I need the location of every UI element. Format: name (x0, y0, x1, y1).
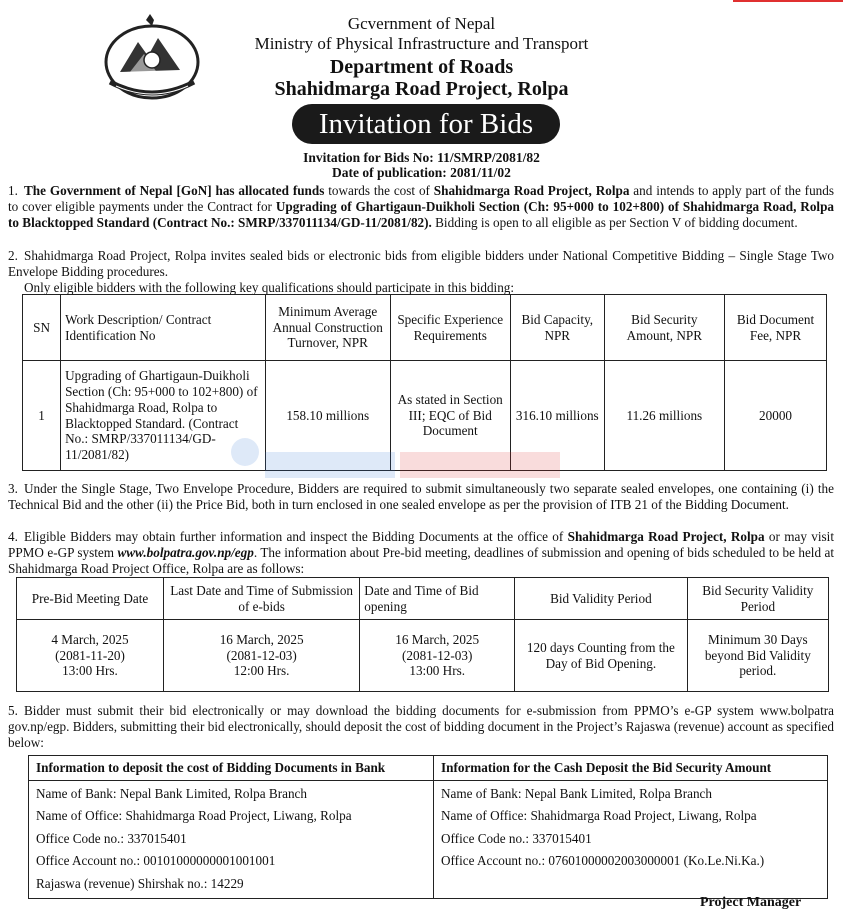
col-bid-security: Bid Security Amount, NPR (604, 295, 724, 361)
para-1-bold-c: Upgrading of Ghartigaun-Duikholi Section (Ch: 95+000 to 102+800) of Shahidmarga Road, Rolpa to Blacktopped Standard (Contract No.: SMRP/337011134/GD-11/2081/82). (8, 198, 834, 230)
table-row (17, 620, 829, 692)
left-office-account: Office Account no.: 00101000000001001001 (36, 853, 276, 869)
cell-doc-fee: 20000 (725, 361, 827, 471)
paragraph-3 (8, 481, 834, 513)
bank-right-info (434, 780, 828, 899)
para-2-number: 2. (8, 248, 18, 263)
bid-ref-number: Invitation for Bids No: 11/SMRP/2081/82 (303, 150, 540, 165)
col-opening: Date and Time of Bid opening (360, 578, 515, 620)
opening-date: 16 March, 2025 (395, 631, 480, 647)
left-office-code: Office Code no.: 337015401 (36, 830, 187, 846)
para-1-text-b: and intends to apply part of the funds to cover eligible payments under the Contract for (8, 183, 834, 214)
header-line-1: Gcvernment of Nepal (347, 14, 496, 33)
opening-time: 13:00 Hrs. (409, 663, 466, 679)
bolpatra-link[interactable]: www.bolpatra.gov.np/egp (117, 544, 254, 560)
para-1-bold-b: Shahidmarga Road Project, Rolpa (433, 183, 630, 198)
cell-submission-date (163, 620, 359, 692)
cell-prebid-date (17, 620, 164, 692)
col-bid-capacity: Bid Capacity, NPR (510, 295, 604, 361)
cell-work-description: Upgrading of Ghartigaun-Duikholi Section (Ch: 95+000 to 102+800) of Shahidmarga Road, Rolpa to Blacktopped Standard. (Contract No.: SMRP/337011134/GD-11/2081/82) (61, 361, 266, 471)
para-5-text: Bidder must submit their bid electronically or may download the bidding documents for e-submission from PPMO’s e-GP system www.bolpatra gov.np/egp. Bidders, submitting their bid electronically, should deposit the cost of bidding document in the Project’s Rajaswa (revenue) account as specified below: (8, 703, 834, 750)
right-office-code: Office Code no.: 337015401 (441, 830, 592, 846)
table-header-row (17, 578, 829, 620)
para-4-bold-a: Shahidmarga Road Project, Rolpa (567, 529, 765, 544)
col-sn: SN (23, 295, 61, 361)
signature-title: Project Manager (700, 895, 802, 910)
prebid-date: 4 March, 2025 (51, 631, 129, 647)
col-turnover: Minimum Average Annual Construction Turnover, NPR (265, 295, 390, 361)
header-line-4: Shahidmarga Road Project, Rolpa (274, 78, 569, 100)
left-bank-name: Name of Bank: Nepal Bank Limited, Rolpa Branch (36, 785, 308, 801)
table-header-row (29, 756, 828, 781)
opening-date-bs: (2081-12-03) (402, 647, 473, 663)
paragraph-4 (8, 529, 834, 577)
cell-security-validity: Minimum 30 Days beyond Bid Validity period. (687, 620, 828, 692)
cell-experience: As stated in Section III; EQC of Bid Document (390, 361, 510, 471)
para-1-text-a: towards the cost of (324, 183, 434, 198)
para-4-number: 4. (8, 529, 18, 544)
para-1-number: 1. (8, 183, 18, 198)
para-4-text-a: Eligible Bidders may obtain further information and inspect the Bidding Documents at the office of (24, 529, 568, 544)
table-row (29, 780, 828, 899)
paragraph-1 (8, 183, 834, 231)
cell-bid-security: 11.26 millions (604, 361, 724, 471)
paragraph-2 (8, 248, 834, 296)
col-experience: Specific Experience Requirements (390, 295, 510, 361)
para-5-number: 5. (8, 703, 18, 718)
col-prebid: Pre-Bid Meeting Date (17, 578, 164, 620)
submission-time: 12:00 Hrs. (233, 663, 290, 679)
right-office-name: Name of Office: Shahidmarga Road Project, Liwang, Rolpa (441, 808, 757, 824)
col-work-description: Work Description/ Contract Identification No (61, 295, 266, 361)
publication-date: Date of publication: 2081/11/02 (332, 165, 511, 180)
col-validity: Bid Validity Period (515, 578, 688, 620)
prebid-date-bs: (2081-11-20) (55, 647, 125, 663)
para-1-bold-a: The Government of Nepal [GoN] has allocated funds (24, 183, 325, 198)
para-4-text-b: or may visit PPMO e-GP system (8, 529, 834, 560)
para-1-text-c: Bidding is open to all eligible as per Section V of bidding document. (431, 214, 798, 230)
cell-turnover: 158.10 millions (265, 361, 390, 471)
para-4-text-c: . The information about Pre-bid meeting, deadlines of submission and opening of bids scheduled to be held at Shahidmarga Road Project Office, Rolpa are as follows: (8, 544, 835, 576)
col-submission: Last Date and Time of Submission of e-bids (163, 578, 359, 620)
page-title: Invitation for Bids (292, 104, 560, 144)
bank-right-header: Information for the Cash Deposit the Bid Security Amount (434, 756, 828, 781)
cell-validity: 120 days Counting from the Day of Bid Opening. (515, 620, 688, 692)
right-bank-name: Name of Bank: Nepal Bank Limited, Rolpa Branch (441, 785, 713, 801)
watermark-logo (225, 430, 565, 488)
para-3-text: Under the Single Stage, Two Envelope Procedure, Bidders are required to submit simultaneously two separate sealed envelopes, one containing (i) the Technical Bid and the other (ii) the Price Bid, both in turn enclosed in one sealed envelope as per the provision of ITB 21 of the Bidding Document. (8, 481, 834, 512)
header-line-3: Department of Roads (329, 56, 514, 78)
table-header-row (23, 295, 827, 361)
top-accent-line (733, 0, 843, 2)
paragraph-5 (8, 703, 834, 751)
schedule-table (16, 577, 829, 692)
para-2-text: Shahidmarga Road Project, Rolpa invites sealed bids or electronic bids from eligible bidders under National Competitive Bidding – Single Stage Two Envelope Bidding procedures. (8, 248, 834, 279)
submission-date: 16 March, 2025 (219, 631, 304, 647)
header-line-2: Ministry of Physical Infrastructure and Transport (254, 34, 589, 53)
bank-left-header: Information to deposit the cost of Bidding Documents in Bank (29, 756, 434, 781)
submission-date-bs: (2081-12-03) (226, 647, 297, 663)
cell-bid-capacity: 316.10 millions (510, 361, 604, 471)
bank-left-info (29, 780, 434, 899)
col-security-validity: Bid Security Validity Period (687, 578, 828, 620)
col-doc-fee: Bid Document Fee, NPR (725, 295, 827, 361)
cell-sn: 1 (23, 361, 61, 471)
para-2-text-2: Only eligible bidders with the following key qualifications should participate in this bidding: (24, 279, 515, 295)
left-rajaswa: Rajaswa (revenue) Shirshak no.: 14229 (36, 875, 244, 891)
bank-info-table (28, 755, 828, 899)
left-office-name: Name of Office: Shahidmarga Road Project, Liwang, Rolpa (36, 808, 352, 824)
prebid-time: 13:00 Hrs. (62, 663, 118, 679)
para-3-number: 3. (8, 481, 18, 496)
cell-opening-date (360, 620, 515, 692)
right-office-account: Office Account no.: 07601000002003000001 (Ko.Le.Ni.Ka.) (441, 853, 765, 869)
